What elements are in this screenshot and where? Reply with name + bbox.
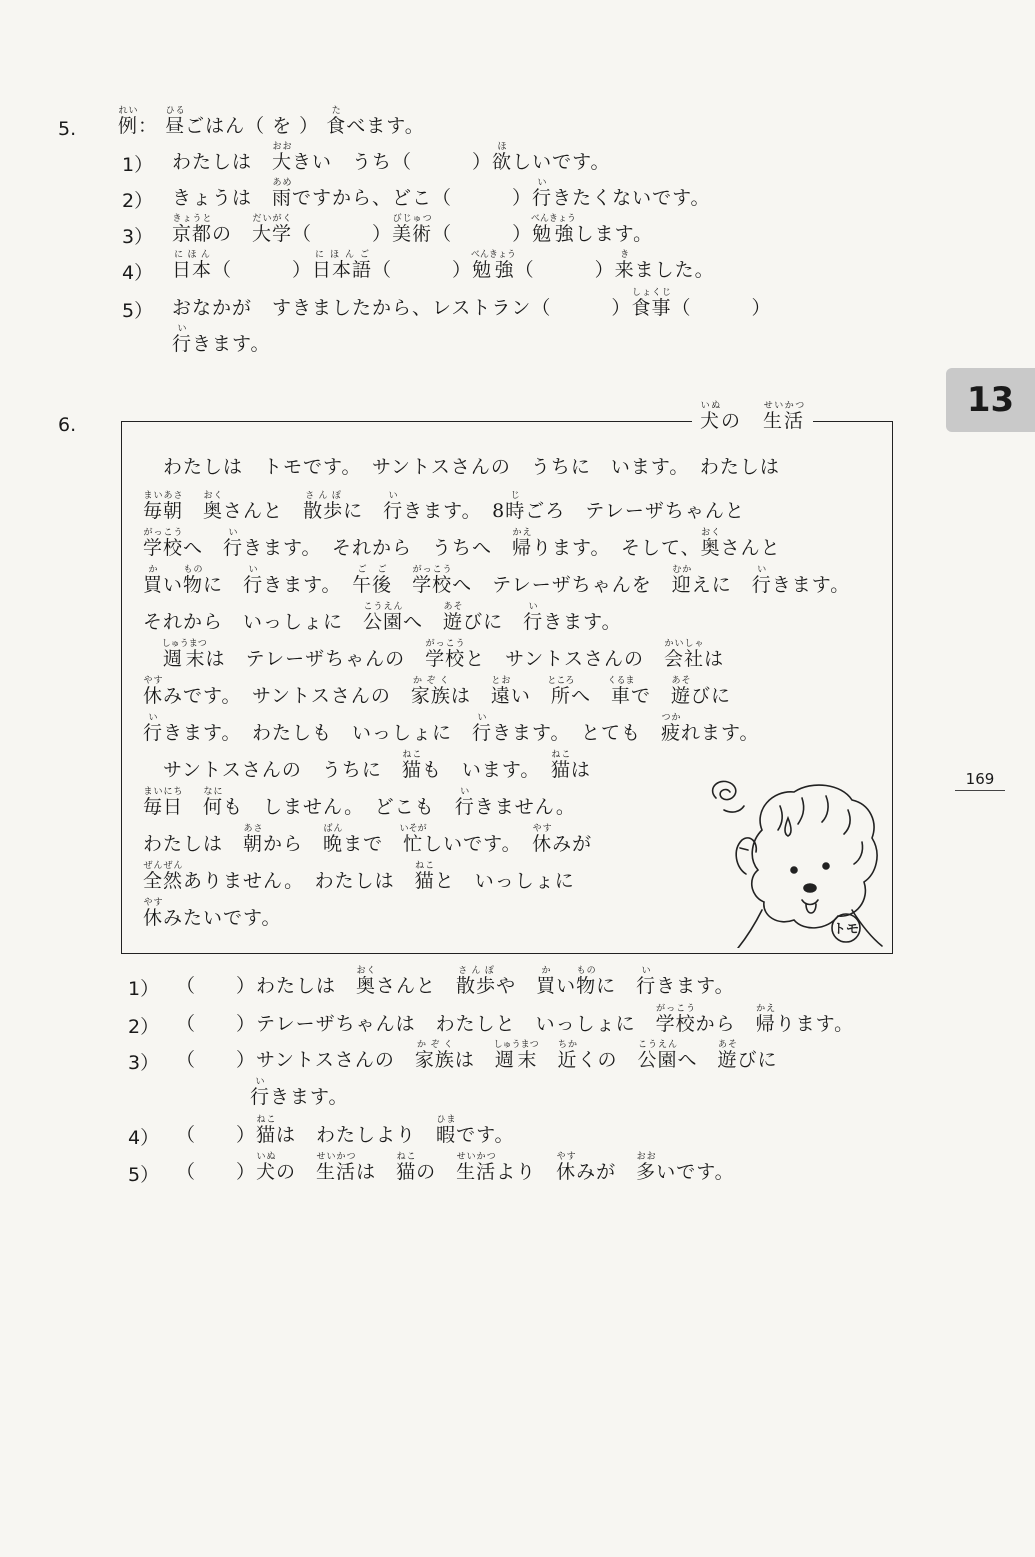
- ruby-word: 買か: [143, 565, 164, 596]
- question-6-item: 行いきます。: [250, 1077, 349, 1108]
- question-6-item-number: 1）: [128, 978, 160, 1000]
- ruby-word: 猫ねこ: [401, 750, 422, 781]
- ruby-word: 行い: [532, 178, 553, 209]
- ruby-word: 所ところ: [547, 676, 575, 707]
- ruby-word: 全然ぜんぜん: [143, 861, 184, 892]
- story-line: 休やすみたいです。: [143, 898, 282, 929]
- question-6-item: （ ）サントスさんの 家族かぞくは 週末しゅうまつ 近ちかくの 公園こうえんへ 遊あそびに: [176, 1040, 778, 1071]
- question-5-item: 日本にほん（ ）日本語にほんご（ ）勉強べんきょう（ ）来きました。: [172, 250, 715, 281]
- ruby-word: 週末しゅうまつ: [161, 639, 207, 670]
- ruby-word: 近ちか: [557, 1040, 578, 1071]
- ruby-word: 学校がっこう: [425, 639, 466, 670]
- ruby-word: 休やす: [143, 898, 164, 929]
- ruby-word: 昼ひる: [165, 106, 186, 137]
- question-6-item-number: 2）: [128, 1016, 160, 1038]
- ruby-word: 帰かえ: [512, 528, 533, 559]
- dog-tomo-illustration: [702, 770, 887, 948]
- ruby-word: 京都きょうと: [172, 214, 213, 245]
- ruby-word: 猫ねこ: [396, 1152, 417, 1183]
- ruby-word: 時じ: [505, 491, 526, 522]
- ruby-word: 買か: [536, 966, 557, 997]
- ruby-word: 行い: [250, 1077, 271, 1108]
- ruby-word: 奥おく: [356, 966, 377, 997]
- ruby-word: 行い: [454, 787, 475, 818]
- ruby-word: 犬いぬ: [700, 401, 722, 432]
- ruby-word: 多おお: [636, 1152, 657, 1183]
- ruby-word: 朝あさ: [243, 824, 264, 855]
- ruby-word: 物もの: [183, 565, 204, 596]
- question-6-item-number: 5）: [128, 1164, 160, 1186]
- ruby-word: 休やす: [556, 1152, 577, 1183]
- story-line: わたしは 朝あさから 晩ばんまで 忙いそがしいです。 休やすみが: [143, 824, 593, 855]
- ruby-word: 食た: [326, 106, 347, 137]
- ruby-word: 生活せいかつ: [456, 1152, 497, 1183]
- ruby-word: 物もの: [576, 966, 597, 997]
- question-6-item: （ ）わたしは 奥おくさんと 散歩さんぽや 買かい物ものに 行いきます。: [176, 966, 735, 997]
- ruby-word: 学校がっこう: [655, 1004, 696, 1035]
- question-6-item: （ ）犬いぬの 生活せいかつは 猫ねこの 生活せいかつより 休やすみが 多おおいです。: [176, 1152, 735, 1183]
- ruby-word: 車くるま: [607, 676, 635, 707]
- ruby-word: 週末しゅうまつ: [493, 1040, 539, 1071]
- story-line: 毎日まいにち 何なにも しません。 どこも 行いきません。: [143, 787, 576, 818]
- story-line: 全然ぜんぜんありません。 わたしは 猫ねこと いっしょに: [143, 861, 575, 892]
- question-5-example: [118, 106, 425, 139]
- dog-name-tag: トモ: [832, 922, 860, 937]
- ruby-word: 休やす: [143, 676, 164, 707]
- ruby-word: 猫ねこ: [256, 1115, 277, 1146]
- question-6-item: （ ）テレーザちゃんは わたしと いっしょに 学校がっこうから 帰かえります。: [176, 1004, 855, 1035]
- ruby-word: 毎日まいにち: [143, 787, 184, 818]
- ruby-word: 行い: [143, 713, 164, 744]
- example-text: 昼ひるごはん（ を ） 食たべます。: [165, 106, 425, 137]
- ruby-word: 生活せいかつ: [763, 401, 806, 432]
- ruby-word: 行い: [223, 528, 244, 559]
- ruby-word: 大学だいがく: [252, 214, 293, 245]
- story-line: 学校がっこうへ 行いきます。 それから うちへ 帰かえります。 そして、奥おくさんと: [143, 528, 781, 559]
- story-line: 行いきます。 わたしも いっしょに 行いきます。 とても 疲つかれます。: [143, 713, 760, 744]
- ruby-word: 遊あそ: [717, 1040, 738, 1071]
- ruby-word: 行い: [472, 713, 493, 744]
- question-6-item-number: 3）: [128, 1052, 160, 1074]
- question-5-item: 京都きょうとの 大学だいがく（ ）美術びじゅつ（ ）勉強べんきょうします。: [172, 214, 654, 245]
- ruby-word: 暇ひま: [436, 1115, 457, 1146]
- ruby-word: 行い: [383, 491, 404, 522]
- question-5-item-number: 2）: [122, 190, 154, 212]
- story-line: それから いっしょに 公園こうえんへ 遊あそびに 行いきます。: [143, 602, 622, 633]
- question-5-item-number: 3）: [122, 226, 154, 248]
- ruby-word: 学校がっこう: [412, 565, 453, 596]
- example-label: 例れい：: [118, 106, 159, 137]
- question-5-item: きょうは 雨あめですから、どこ（ ）行いきたくないです。: [172, 178, 711, 209]
- ruby-word: 遊あそ: [443, 602, 464, 633]
- ruby-word: 午後ごご: [352, 565, 393, 596]
- ruby-word: 日本にほん: [172, 250, 213, 281]
- question-6-number: 6.: [58, 414, 77, 436]
- question-5-item: わたしは 大おおきい うち（ ）欲ほしいです。: [172, 142, 611, 173]
- question-5-item: おなかが すきましたから、レストラン（ ）食事しょくじ（ ）: [172, 288, 772, 319]
- ruby-word: 猫ねこ: [414, 861, 435, 892]
- page-number: 169: [955, 770, 1005, 791]
- ruby-word: 晩ばん: [323, 824, 344, 855]
- ruby-word: 雨あめ: [272, 178, 293, 209]
- ruby-word: 勉強べんきょう: [530, 214, 576, 245]
- ruby-word: 行い: [636, 966, 657, 997]
- ruby-word: 迎むか: [671, 565, 692, 596]
- ruby-word: 疲つか: [661, 713, 682, 744]
- ruby-word: 行い: [243, 565, 264, 596]
- ruby-word: 美術びじゅつ: [392, 214, 433, 245]
- ruby-word: 家族かぞく: [410, 676, 451, 707]
- ruby-word: 行い: [751, 565, 772, 596]
- ruby-word: 犬いぬ: [256, 1152, 277, 1183]
- ruby-word: 例れい: [118, 106, 139, 137]
- ruby-word: 忙いそが: [399, 824, 427, 855]
- question-6-item: （ ）猫ねこは わたしより 暇ひまです。: [176, 1115, 515, 1146]
- ruby-word: 来き: [614, 250, 635, 281]
- ruby-word: 食事しょくじ: [631, 288, 672, 319]
- story-title: 犬いぬの 生活せいかつ: [692, 398, 813, 444]
- story-line: 毎朝まいあさ 奥おくさんと 散歩さんぽに 行いきます。 8時じごろ テレーザちゃんと: [143, 491, 745, 522]
- story-line: サントスさんの うちに 猫ねこも います。 猫ねこは: [143, 750, 591, 781]
- question-5-item-number: 1）: [122, 154, 154, 176]
- ruby-word: 公園こうえん: [637, 1040, 678, 1071]
- ruby-word: 行い: [172, 324, 193, 355]
- ruby-word: 生活せいかつ: [316, 1152, 357, 1183]
- ruby-word: 欲ほ: [492, 142, 513, 173]
- ruby-word: 日本語にほんご: [312, 250, 373, 281]
- ruby-word: 休やす: [532, 824, 553, 855]
- story-line: 買かい物ものに 行いきます。 午後ごご 学校がっこうへ テレーザちゃんを 迎むかえに 行いきます。: [143, 565, 851, 596]
- ruby-word: 行い: [523, 602, 544, 633]
- story-line: わたしは トモです。 サントスさんの うちに います。 わたしは: [143, 456, 780, 478]
- ruby-word: 学校がっこう: [143, 528, 184, 559]
- question-5-item: 行いきます。: [172, 324, 271, 355]
- chapter-tab: 13: [946, 368, 1035, 432]
- ruby-word: 遊あそ: [670, 676, 691, 707]
- question-6-item-number: 4）: [128, 1127, 160, 1149]
- question-5-number: 5.: [58, 118, 77, 140]
- ruby-word: 大おお: [272, 142, 293, 173]
- question-5-item-number: 4）: [122, 262, 154, 284]
- question-5-item-number: 5）: [122, 300, 154, 322]
- ruby-word: 遠とお: [490, 676, 511, 707]
- ruby-word: 何なに: [203, 787, 224, 818]
- ruby-word: 勉強べんきょう: [470, 250, 516, 281]
- ruby-word: 猫ねこ: [550, 750, 571, 781]
- ruby-word: 散歩さんぽ: [303, 491, 344, 522]
- ruby-word: 公園こうえん: [363, 602, 404, 633]
- ruby-word: 毎朝まいあさ: [143, 491, 184, 522]
- ruby-word: 帰かえ: [755, 1004, 776, 1035]
- story-line: 休やすみです。 サントスさんの 家族かぞくは 遠とおい 所ところへ 車くるまで 遊あそびに: [143, 676, 732, 707]
- story-line: 週末しゅうまつは テレーザちゃんの 学校がっこうと サントスさんの 会社かいしゃは: [161, 639, 725, 670]
- ruby-word: 奥おく: [203, 491, 224, 522]
- ruby-word: 散歩さんぽ: [456, 966, 497, 997]
- ruby-word: 家族かぞく: [414, 1040, 455, 1071]
- ruby-word: 会社かいしゃ: [664, 639, 705, 670]
- ruby-word: 奥おく: [700, 528, 721, 559]
